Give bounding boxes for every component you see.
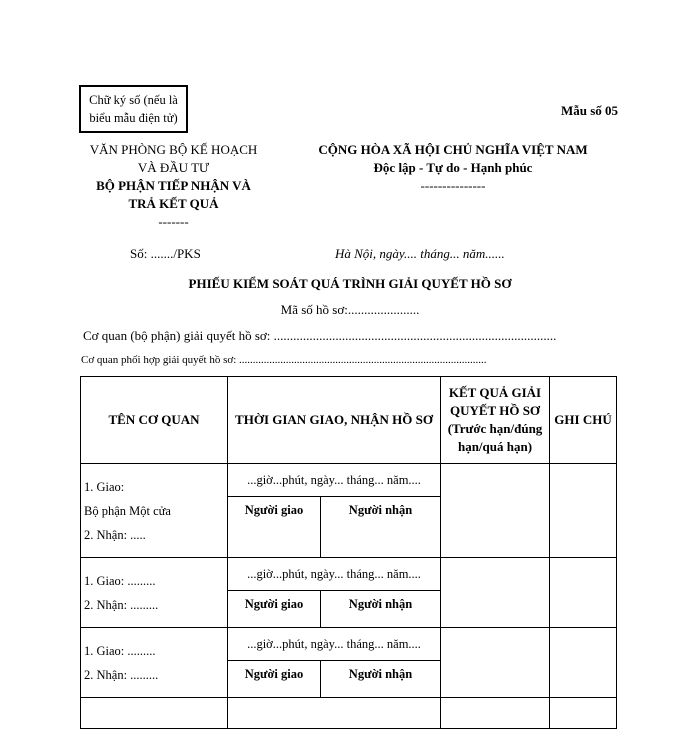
- agency-cell: [81, 464, 228, 558]
- agency-cell: [81, 628, 228, 698]
- process-control-table: [80, 376, 617, 729]
- document-number: Số: ......./PKS: [130, 246, 201, 261]
- header-note: GHI CHÚ: [550, 377, 617, 464]
- note-cell: [550, 628, 617, 698]
- agency-give: 1. Giao:: [84, 479, 125, 494]
- document-title: PHIẾU KIỂM SOÁT QUÁ TRÌNH GIẢI QUYẾT HỒ SƠ: [188, 276, 512, 291]
- handover-time-cell: ...giờ...phút, ngày... tháng... năm....: [228, 628, 441, 661]
- handover-time-cell: ...giờ...phút, ngày... tháng... năm....: [228, 464, 441, 497]
- header-result: KẾT QUẢ GIẢI QUYẾT HỒ SƠ (Trước hạn/đúng hạn/quá hạn): [441, 377, 550, 464]
- receiver-cell: Người nhận: [321, 661, 441, 698]
- issuer-line4: TRẢ KẾT QUẢ: [128, 196, 219, 211]
- agency-receive: 2. Nhận: .....: [84, 527, 146, 542]
- record-code: Mã số hồ sơ:......................: [280, 302, 420, 317]
- note-cell: [550, 698, 617, 729]
- header-handover-time: THỜI GIAN GIAO, NHẬN HỒ SƠ: [228, 377, 441, 464]
- result-cell: [441, 464, 550, 558]
- issuer-line2: VÀ ĐẦU TƯ: [137, 160, 210, 175]
- note-cell: [550, 464, 617, 558]
- agency-give: 1. Giao: .........: [84, 573, 156, 588]
- national-divider: ---------------: [420, 178, 486, 193]
- agency-give: 1. Giao: .........: [84, 643, 156, 658]
- result-cell: [441, 558, 550, 628]
- agency-cell: [81, 698, 228, 729]
- receiver-cell: Người nhận: [321, 497, 441, 558]
- result-cell: [441, 698, 550, 729]
- giver-cell: Người giao: [228, 661, 321, 698]
- table-row: [81, 698, 617, 729]
- issuer-line1: VĂN PHÒNG BỘ KẾ HOẠCH: [89, 142, 258, 157]
- note-cell: [550, 558, 617, 628]
- agency-unit: Bộ phận Một cửa: [84, 503, 171, 518]
- agency-receive: 2. Nhận: .........: [84, 667, 159, 682]
- issuing-organization: [79, 141, 268, 231]
- handover-time-cell: [228, 698, 441, 729]
- receiver-cell: Người nhận: [321, 591, 441, 628]
- agency-receive: 2. Nhận: .........: [84, 597, 159, 612]
- place-date: Hà Nội, ngày.... tháng... năm......: [335, 246, 505, 261]
- handover-time-cell: ...giờ...phút, ngày... tháng... năm....: [228, 558, 441, 591]
- digital-signature-box: [79, 85, 188, 133]
- result-cell: [441, 628, 550, 698]
- table-header-row: [81, 377, 617, 464]
- issuer-line3: BỘ PHẬN TIẾP NHẬN VÀ: [96, 178, 251, 193]
- national-title: CỘNG HÒA XÃ HỘI CHỦ NGHĨA VIỆT NAM: [318, 142, 588, 157]
- signature-box-line2: biểu mẫu điện tử): [89, 111, 178, 125]
- table-row: [81, 464, 617, 497]
- header-agency-name: TÊN CƠ QUAN: [81, 377, 228, 464]
- coordinating-agency-line: Cơ quan phối hợp giải quyết hồ sơ: ..........................................................................................: [81, 354, 487, 366]
- handling-agency-line: Cơ quan (bộ phận) giải quyết hồ sơ: .......................................................................................: [83, 328, 557, 343]
- national-header: [278, 141, 628, 195]
- table-row: [81, 628, 617, 661]
- national-motto: Độc lập - Tự do - Hạnh phúc: [373, 160, 533, 175]
- form-number: Mẫu số 05: [560, 103, 618, 118]
- giver-cell: Người giao: [228, 591, 321, 628]
- signature-box-line1: Chữ ký số (nếu là: [89, 93, 178, 107]
- table-row: [81, 558, 617, 591]
- agency-cell: [81, 558, 228, 628]
- giver-cell: Người giao: [228, 497, 321, 558]
- issuer-divider: -------: [158, 214, 189, 229]
